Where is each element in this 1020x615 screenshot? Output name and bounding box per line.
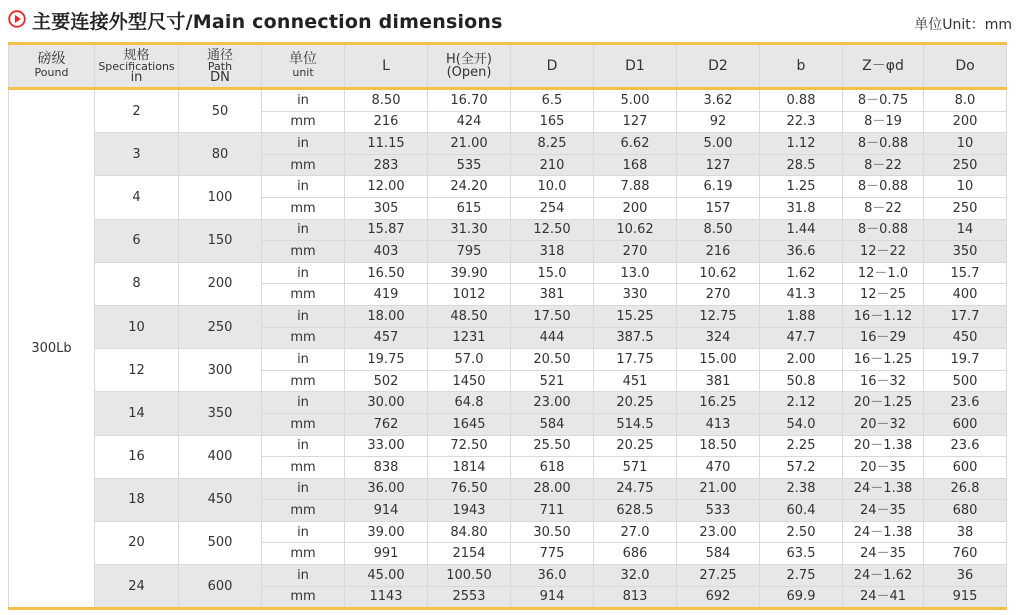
col-header-D2: D2 <box>677 44 760 89</box>
col-header-Z: Z－φd <box>843 44 924 89</box>
value-cell: 8.50 <box>677 219 760 241</box>
value-cell: 50.8 <box>760 370 843 392</box>
col-header-pound: 磅级 Pound <box>9 44 95 89</box>
spec-cell: 14 <box>95 392 179 435</box>
value-cell: 21.00 <box>677 478 760 500</box>
value-cell: 216 <box>677 241 760 263</box>
value-cell: 24－41 <box>843 586 924 609</box>
value-cell: 31.30 <box>428 219 511 241</box>
table-body <box>9 89 1007 609</box>
value-cell: 20－32 <box>843 413 924 435</box>
unit-cell: in <box>262 565 345 587</box>
unit-cell: mm <box>262 111 345 133</box>
value-cell: 600 <box>924 457 1007 479</box>
value-cell: 15.0 <box>511 262 594 284</box>
value-cell: 20.25 <box>594 392 677 414</box>
value-cell: 30.00 <box>345 392 428 414</box>
value-cell: 36.00 <box>345 478 428 500</box>
value-cell: 424 <box>428 111 511 133</box>
value-cell: 20－1.25 <box>843 392 924 414</box>
table-row <box>9 89 1007 112</box>
value-cell: 11.15 <box>345 133 428 155</box>
value-cell: 283 <box>345 154 428 176</box>
spec-cell: 12 <box>95 349 179 392</box>
play-circle-icon <box>8 10 26 28</box>
value-cell: 17.50 <box>511 305 594 327</box>
value-cell: 6.19 <box>677 176 760 198</box>
spec-cell: 2 <box>95 89 179 133</box>
table-row <box>9 435 1007 457</box>
spec-cell: 6 <box>95 219 179 262</box>
value-cell: 16－32 <box>843 370 924 392</box>
unit-cell: mm <box>262 500 345 522</box>
value-cell: 48.50 <box>428 305 511 327</box>
value-cell: 2.50 <box>760 521 843 543</box>
value-cell: 8－19 <box>843 111 924 133</box>
dn-cell: 200 <box>179 262 262 305</box>
value-cell: 470 <box>677 457 760 479</box>
col-header-H: H(全开) (Open) <box>428 44 511 89</box>
value-cell: 64.8 <box>428 392 511 414</box>
spec-cell: 20 <box>95 521 179 564</box>
table-row <box>9 565 1007 587</box>
value-cell: 36 <box>924 565 1007 587</box>
value-cell: 168 <box>594 154 677 176</box>
value-cell: 2.25 <box>760 435 843 457</box>
unit-cell: in <box>262 176 345 198</box>
value-cell: 24－1.62 <box>843 565 924 587</box>
dimensions-table <box>8 42 1007 610</box>
dn-cell: 150 <box>179 219 262 262</box>
unit-cell: mm <box>262 457 345 479</box>
value-cell: 584 <box>677 543 760 565</box>
spec-cell: 10 <box>95 305 179 348</box>
unit-cell: mm <box>262 197 345 219</box>
value-cell: 24.20 <box>428 176 511 198</box>
value-cell: 84.80 <box>428 521 511 543</box>
value-cell: 254 <box>511 197 594 219</box>
dn-cell: 80 <box>179 133 262 176</box>
value-cell: 12.75 <box>677 305 760 327</box>
value-cell: 521 <box>511 370 594 392</box>
value-cell: 28.00 <box>511 478 594 500</box>
col-header-unit: 单位 unit <box>262 44 345 89</box>
value-cell: 16－29 <box>843 327 924 349</box>
value-cell: 584 <box>511 413 594 435</box>
value-cell: 250 <box>924 154 1007 176</box>
table-row <box>9 478 1007 500</box>
dn-cell: 100 <box>179 176 262 219</box>
unit-cell: in <box>262 435 345 457</box>
value-cell: 1012 <box>428 284 511 306</box>
unit-cell: mm <box>262 586 345 609</box>
value-cell: 47.7 <box>760 327 843 349</box>
unit-cell: in <box>262 133 345 155</box>
value-cell: 2.75 <box>760 565 843 587</box>
value-cell: 514.5 <box>594 413 677 435</box>
value-cell: 200 <box>594 197 677 219</box>
table-row <box>9 219 1007 241</box>
spec-cell: 16 <box>95 435 179 478</box>
col-header-b: b <box>760 44 843 89</box>
unit-cell: mm <box>262 543 345 565</box>
spec-cell: 8 <box>95 262 179 305</box>
table-row <box>9 133 1007 155</box>
value-cell: 24－35 <box>843 543 924 565</box>
dn-cell: 450 <box>179 478 262 521</box>
value-cell: 18.00 <box>345 305 428 327</box>
unit-cell: mm <box>262 154 345 176</box>
value-cell: 24－35 <box>843 500 924 522</box>
value-cell: 16.25 <box>677 392 760 414</box>
value-cell: 2154 <box>428 543 511 565</box>
value-cell: 45.00 <box>345 565 428 587</box>
value-cell: 533 <box>677 500 760 522</box>
value-cell: 16－1.25 <box>843 349 924 371</box>
unit-cell: in <box>262 89 345 112</box>
unit-cell: in <box>262 349 345 371</box>
value-cell: 1645 <box>428 413 511 435</box>
value-cell: 381 <box>677 370 760 392</box>
value-cell: 775 <box>511 543 594 565</box>
value-cell: 19.75 <box>345 349 428 371</box>
value-cell: 36.6 <box>760 241 843 263</box>
value-cell: 127 <box>677 154 760 176</box>
value-cell: 1450 <box>428 370 511 392</box>
spec-cell: 24 <box>95 565 179 609</box>
value-cell: 23.6 <box>924 392 1007 414</box>
value-cell: 20－1.38 <box>843 435 924 457</box>
value-cell: 502 <box>345 370 428 392</box>
value-cell: 27.0 <box>594 521 677 543</box>
value-cell: 318 <box>511 241 594 263</box>
value-cell: 12.50 <box>511 219 594 241</box>
value-cell: 387.5 <box>594 327 677 349</box>
table-header-row <box>9 44 1007 89</box>
value-cell: 69.9 <box>760 586 843 609</box>
value-cell: 10.62 <box>594 219 677 241</box>
unit-cell: mm <box>262 284 345 306</box>
value-cell: 8－0.88 <box>843 133 924 155</box>
value-cell: 54.0 <box>760 413 843 435</box>
title-bar <box>8 6 1018 34</box>
value-cell: 600 <box>924 413 1007 435</box>
value-cell: 451 <box>594 370 677 392</box>
value-cell: 270 <box>677 284 760 306</box>
unit-cell: in <box>262 219 345 241</box>
value-cell: 57.2 <box>760 457 843 479</box>
value-cell: 1814 <box>428 457 511 479</box>
value-cell: 57.0 <box>428 349 511 371</box>
value-cell: 8－0.88 <box>843 176 924 198</box>
pound-cell: 300Lb <box>9 89 95 609</box>
value-cell: 23.00 <box>677 521 760 543</box>
value-cell: 8－0.75 <box>843 89 924 112</box>
value-cell: 15.7 <box>924 262 1007 284</box>
value-cell: 16－1.12 <box>843 305 924 327</box>
value-cell: 760 <box>924 543 1007 565</box>
value-cell: 36.0 <box>511 565 594 587</box>
value-cell: 165 <box>511 111 594 133</box>
value-cell: 76.50 <box>428 478 511 500</box>
value-cell: 450 <box>924 327 1007 349</box>
unit-cell: in <box>262 478 345 500</box>
value-cell: 1943 <box>428 500 511 522</box>
col-header-D: D <box>511 44 594 89</box>
unit-cell: mm <box>262 241 345 263</box>
value-cell: 32.0 <box>594 565 677 587</box>
value-cell: 12－25 <box>843 284 924 306</box>
value-cell: 12－22 <box>843 241 924 263</box>
value-cell: 1.12 <box>760 133 843 155</box>
value-cell: 711 <box>511 500 594 522</box>
value-cell: 100.50 <box>428 565 511 587</box>
value-cell: 419 <box>345 284 428 306</box>
value-cell: 5.00 <box>677 133 760 155</box>
value-cell: 31.8 <box>760 197 843 219</box>
value-cell: 403 <box>345 241 428 263</box>
value-cell: 157 <box>677 197 760 219</box>
value-cell: 19.7 <box>924 349 1007 371</box>
value-cell: 571 <box>594 457 677 479</box>
value-cell: 21.00 <box>428 133 511 155</box>
spec-cell: 18 <box>95 478 179 521</box>
value-cell: 92 <box>677 111 760 133</box>
value-cell: 5.00 <box>594 89 677 112</box>
table-row <box>9 392 1007 414</box>
dn-cell: 250 <box>179 305 262 348</box>
table-row <box>9 262 1007 284</box>
value-cell: 0.88 <box>760 89 843 112</box>
spec-cell: 4 <box>95 176 179 219</box>
unit-label: 单位Unit：mm <box>914 17 1012 33</box>
value-cell: 3.62 <box>677 89 760 112</box>
table-row <box>9 176 1007 198</box>
value-cell: 400 <box>924 284 1007 306</box>
value-cell: 23.00 <box>511 392 594 414</box>
value-cell: 1231 <box>428 327 511 349</box>
value-cell: 26.8 <box>924 478 1007 500</box>
value-cell: 38 <box>924 521 1007 543</box>
dn-cell: 300 <box>179 349 262 392</box>
value-cell: 63.5 <box>760 543 843 565</box>
page-title: 主要连接外型尺寸/Main connection dimensions <box>32 11 503 33</box>
value-cell: 25.50 <box>511 435 594 457</box>
col-header-L: L <box>345 44 428 89</box>
value-cell: 628.5 <box>594 500 677 522</box>
table-row <box>9 349 1007 371</box>
unit-cell: in <box>262 305 345 327</box>
value-cell: 216 <box>345 111 428 133</box>
value-cell: 1.44 <box>760 219 843 241</box>
value-cell: 18.50 <box>677 435 760 457</box>
value-cell: 680 <box>924 500 1007 522</box>
dn-cell: 500 <box>179 521 262 564</box>
value-cell: 762 <box>345 413 428 435</box>
value-cell: 618 <box>511 457 594 479</box>
value-cell: 914 <box>345 500 428 522</box>
value-cell: 457 <box>345 327 428 349</box>
value-cell: 41.3 <box>760 284 843 306</box>
value-cell: 8.50 <box>345 89 428 112</box>
value-cell: 15.87 <box>345 219 428 241</box>
value-cell: 2.38 <box>760 478 843 500</box>
col-header-path: 通径 Path DN <box>179 44 262 89</box>
value-cell: 305 <box>345 197 428 219</box>
value-cell: 6.62 <box>594 133 677 155</box>
value-cell: 17.75 <box>594 349 677 371</box>
value-cell: 10 <box>924 176 1007 198</box>
value-cell: 60.4 <box>760 500 843 522</box>
unit-cell: mm <box>262 413 345 435</box>
value-cell: 250 <box>924 197 1007 219</box>
unit-cell: mm <box>262 327 345 349</box>
value-cell: 991 <box>345 543 428 565</box>
value-cell: 381 <box>511 284 594 306</box>
value-cell: 10 <box>924 133 1007 155</box>
col-header-Do: Do <box>924 44 1007 89</box>
value-cell: 413 <box>677 413 760 435</box>
value-cell: 24－1.38 <box>843 478 924 500</box>
value-cell: 210 <box>511 154 594 176</box>
value-cell: 30.50 <box>511 521 594 543</box>
value-cell: 200 <box>924 111 1007 133</box>
value-cell: 8－22 <box>843 154 924 176</box>
value-cell: 39.00 <box>345 521 428 543</box>
value-cell: 20.25 <box>594 435 677 457</box>
value-cell: 1.88 <box>760 305 843 327</box>
value-cell: 615 <box>428 197 511 219</box>
value-cell: 17.7 <box>924 305 1007 327</box>
unit-cell: in <box>262 262 345 284</box>
unit-cell: mm <box>262 370 345 392</box>
value-cell: 795 <box>428 241 511 263</box>
value-cell: 14 <box>924 219 1007 241</box>
value-cell: 10.62 <box>677 262 760 284</box>
value-cell: 838 <box>345 457 428 479</box>
dn-cell: 350 <box>179 392 262 435</box>
value-cell: 39.90 <box>428 262 511 284</box>
value-cell: 20－35 <box>843 457 924 479</box>
value-cell: 6.5 <box>511 89 594 112</box>
value-cell: 16.70 <box>428 89 511 112</box>
value-cell: 8.25 <box>511 133 594 155</box>
value-cell: 15.00 <box>677 349 760 371</box>
value-cell: 33.00 <box>345 435 428 457</box>
unit-cell: in <box>262 521 345 543</box>
value-cell: 813 <box>594 586 677 609</box>
value-cell: 444 <box>511 327 594 349</box>
value-cell: 324 <box>677 327 760 349</box>
col-header-D1: D1 <box>594 44 677 89</box>
value-cell: 2.00 <box>760 349 843 371</box>
value-cell: 24.75 <box>594 478 677 500</box>
value-cell: 127 <box>594 111 677 133</box>
value-cell: 2.12 <box>760 392 843 414</box>
dn-cell: 50 <box>179 89 262 133</box>
value-cell: 12－1.0 <box>843 262 924 284</box>
value-cell: 350 <box>924 241 1007 263</box>
value-cell: 22.3 <box>760 111 843 133</box>
value-cell: 8.0 <box>924 89 1007 112</box>
value-cell: 16.50 <box>345 262 428 284</box>
dn-cell: 600 <box>179 565 262 609</box>
value-cell: 1.25 <box>760 176 843 198</box>
value-cell: 8－22 <box>843 197 924 219</box>
value-cell: 27.25 <box>677 565 760 587</box>
value-cell: 13.0 <box>594 262 677 284</box>
col-header-spec: 规格 Specifications in <box>95 44 179 89</box>
value-cell: 2553 <box>428 586 511 609</box>
value-cell: 28.5 <box>760 154 843 176</box>
value-cell: 914 <box>511 586 594 609</box>
spec-cell: 3 <box>95 133 179 176</box>
table-row <box>9 521 1007 543</box>
value-cell: 1143 <box>345 586 428 609</box>
value-cell: 8－0.88 <box>843 219 924 241</box>
value-cell: 330 <box>594 284 677 306</box>
value-cell: 72.50 <box>428 435 511 457</box>
value-cell: 20.50 <box>511 349 594 371</box>
value-cell: 270 <box>594 241 677 263</box>
value-cell: 23.6 <box>924 435 1007 457</box>
value-cell: 1.62 <box>760 262 843 284</box>
dn-cell: 400 <box>179 435 262 478</box>
value-cell: 692 <box>677 586 760 609</box>
value-cell: 500 <box>924 370 1007 392</box>
value-cell: 10.0 <box>511 176 594 198</box>
value-cell: 915 <box>924 586 1007 609</box>
table-row <box>9 305 1007 327</box>
value-cell: 686 <box>594 543 677 565</box>
unit-cell: in <box>262 392 345 414</box>
value-cell: 7.88 <box>594 176 677 198</box>
value-cell: 24－1.38 <box>843 521 924 543</box>
value-cell: 535 <box>428 154 511 176</box>
value-cell: 12.00 <box>345 176 428 198</box>
value-cell: 15.25 <box>594 305 677 327</box>
